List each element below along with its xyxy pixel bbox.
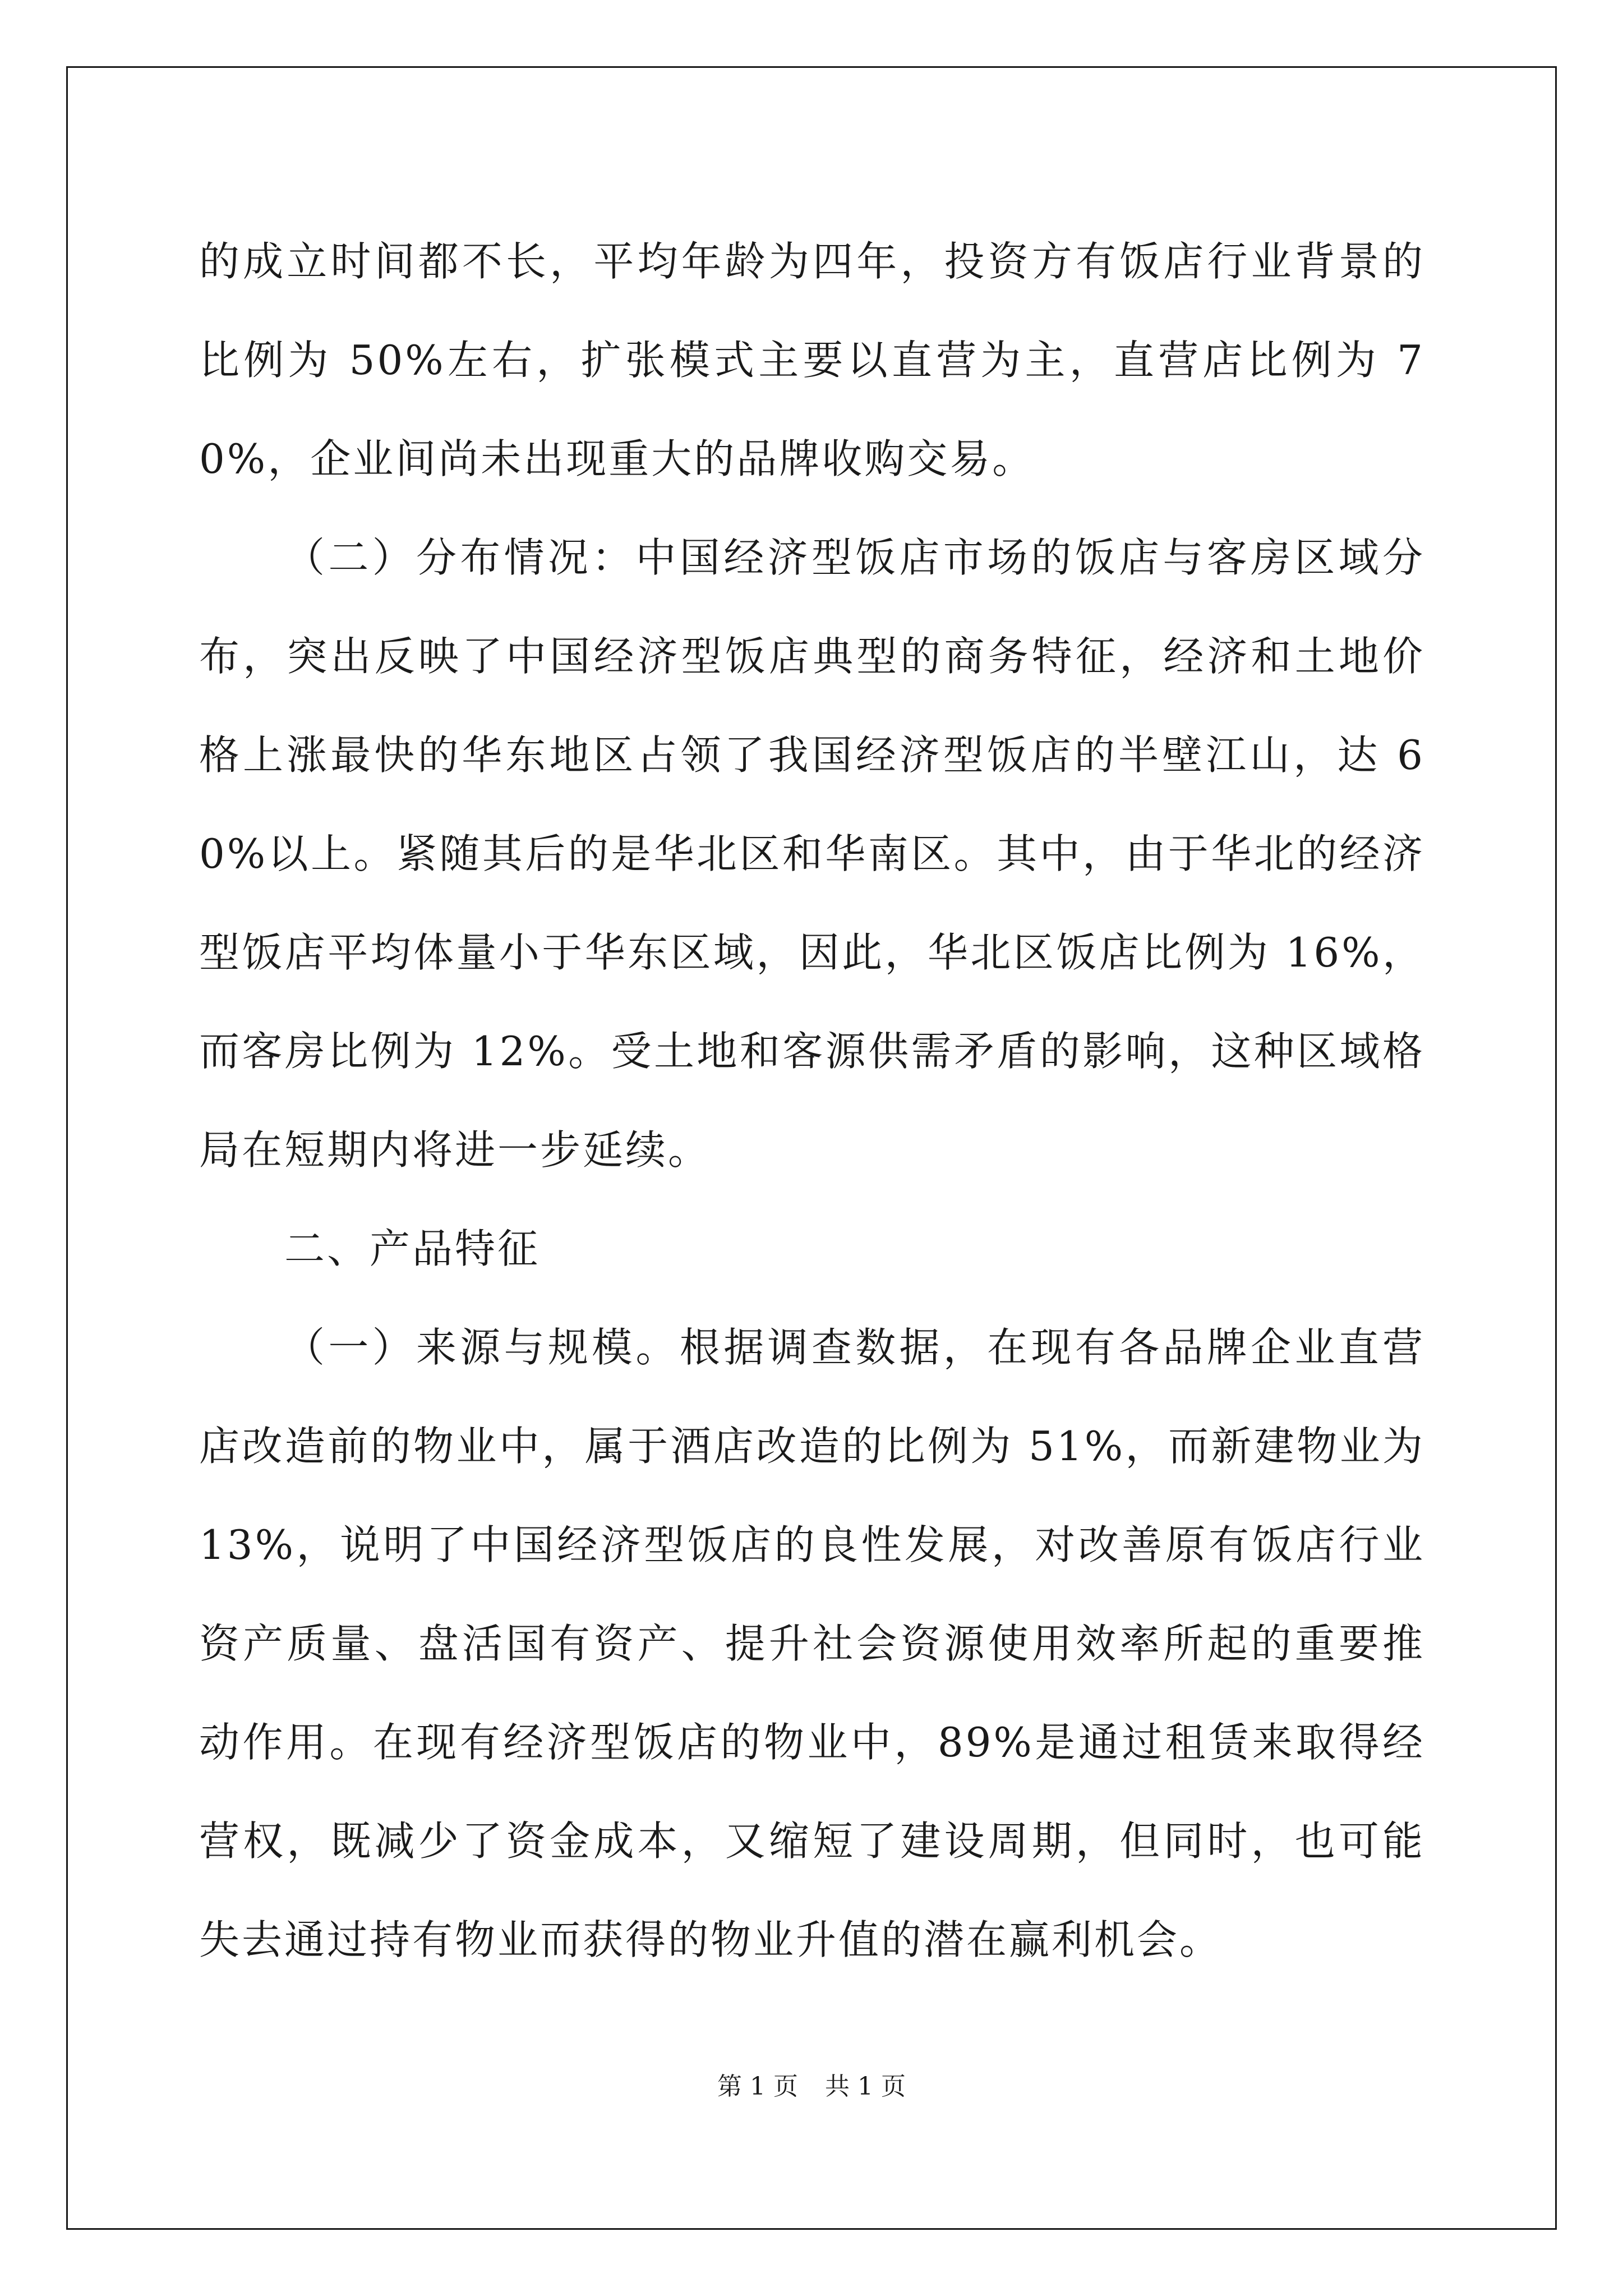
document-body — [199, 212, 1425, 1989]
paragraph-distribution: （二）分布情况：中国经济型饭店市场的饭店与客房区域分布，突出反映了中国经济型饭店典型的商务特征，经济和土地价格上涨最快的华东地区占领了我国经济型饭店的半壁江山，达 60%以上。紧随其后的是华北区和华南区。其中，由于华北的经济型饭店平均体量小于华东区域，因此，华北区饭店比例为 16%，而客房比例为 12%。受土地和客源供需矛盾的影响，这种区域格局在短期内将进一步延续。 — [199, 534, 1425, 1174]
page-total: 共 1 页 — [825, 2072, 906, 2101]
page-footer — [0, 2070, 1623, 2104]
paragraph-continuation: 的成立时间都不长，平均年龄为四年，投资方有饭店行业背景的比例为 50%左右，扩张模式主要以直营为主，直营店比例为 70%，企业间尚未出现重大的品牌收购交易。 — [199, 238, 1425, 482]
paragraph-source-and-scale: （一）来源与规模。根据调查数据，在现有各品牌企业直营店改造前的物业中，属于酒店改造的比例为 51%，而新建物业为 13%，说明了中国经济型饭店的良性发展，对改善原有饭店行业资产质量、盘活国有资产、提升社会资源使用效率所起的重要推动作用。在现有经济型饭店的物业中，89%是通过租赁来取得经营权，既减少了资金成本，又缩短了建设周期，但同时，也可能失去通过持有物业而获得的物业升值的潜在赢利机会。 — [199, 1324, 1425, 1963]
section-heading-product-features: 二、产品特征 — [284, 1225, 541, 1272]
page-number: 第 1 页 — [717, 2072, 798, 2101]
